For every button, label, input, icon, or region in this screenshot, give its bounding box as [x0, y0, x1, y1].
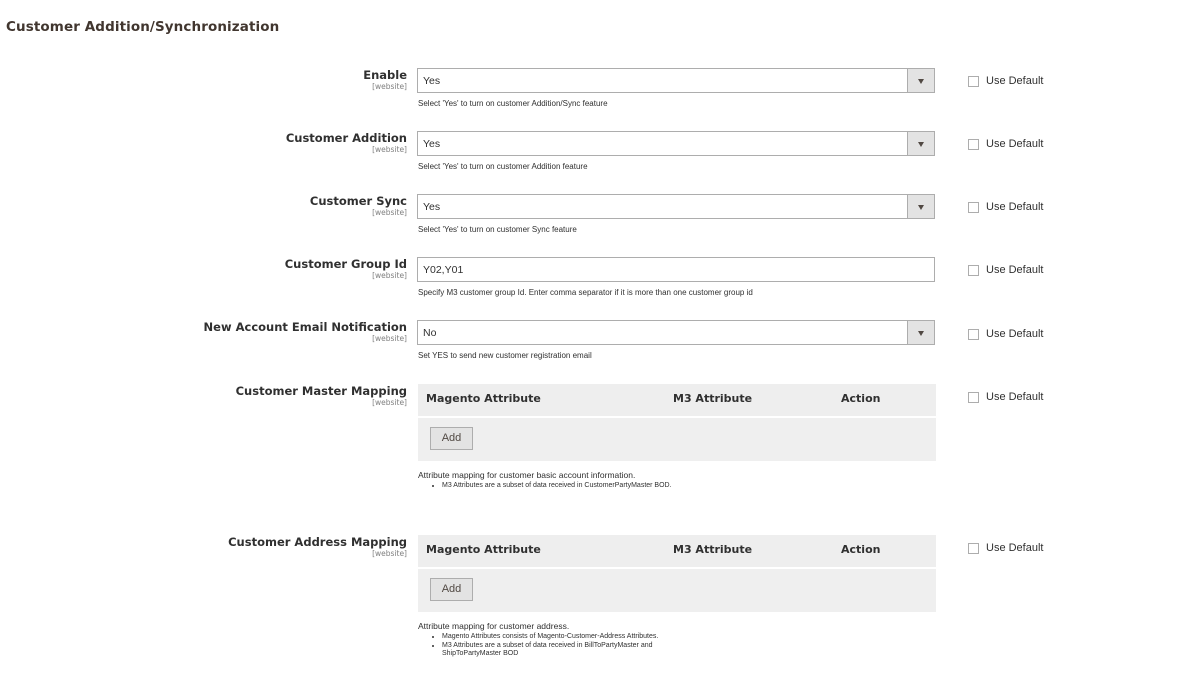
- use-default-checkbox[interactable]: [968, 265, 979, 276]
- enable-note: Select 'Yes' to turn on customer Addition/Sync feature: [418, 99, 608, 108]
- customer-addition-use-default[interactable]: [968, 137, 1043, 151]
- address-mapping-table: [418, 535, 936, 612]
- chevron-down-icon[interactable]: [907, 321, 934, 344]
- customer-sync-label: Customer Sync: [309, 194, 407, 208]
- use-default-checkbox[interactable]: [968, 202, 979, 213]
- chevron-down-icon[interactable]: [907, 132, 934, 155]
- column-header-action: Action: [841, 392, 881, 405]
- master-mapping-scope: [website]: [372, 398, 407, 407]
- use-default-checkbox[interactable]: [968, 329, 979, 340]
- use-default-label[interactable]: Use Default: [986, 75, 1044, 87]
- master-mapping-intro: Attribute mapping for customer basic account information.: [418, 470, 636, 480]
- new-account-email-select-value: No: [423, 327, 437, 339]
- master-mapping-table-header: [418, 384, 936, 418]
- address-mapping-label: Customer Address Mapping: [228, 535, 407, 549]
- column-header-magento-attribute: Magento Attribute: [426, 543, 541, 556]
- new-account-email-select[interactable]: [417, 320, 935, 345]
- address-mapping-use-default[interactable]: [968, 541, 1043, 555]
- enable-select[interactable]: [417, 68, 935, 93]
- column-header-action: Action: [841, 543, 881, 556]
- list-item: • Magento Attributes consists of Magento-Customer-Address Attributes.: [442, 633, 682, 642]
- use-default-label[interactable]: Use Default: [986, 542, 1044, 554]
- address-mapping-intro: Attribute mapping for customer address.: [418, 621, 570, 631]
- column-header-m3-attribute: M3 Attribute: [673, 392, 753, 405]
- customer-addition-select[interactable]: [417, 131, 935, 156]
- customer-sync-note: Select 'Yes' to turn on customer Sync feature: [418, 225, 577, 234]
- new-account-email-use-default[interactable]: [968, 327, 1043, 341]
- master-mapping-add-button[interactable]: Add: [430, 427, 473, 450]
- address-mapping-scope: [website]: [372, 549, 407, 558]
- customer-addition-label-group: [286, 131, 407, 154]
- customer-group-id-label-group: [285, 257, 407, 280]
- customer-group-id-use-default[interactable]: [968, 263, 1043, 277]
- address-mapping-add-button[interactable]: Add: [430, 578, 473, 601]
- customer-sync-scope: [website]: [372, 208, 407, 217]
- customer-group-id-scope: [website]: [372, 271, 407, 280]
- customer-sync-label-group: [310, 194, 407, 217]
- master-mapping-table: [418, 384, 936, 461]
- column-header-m3-attribute: M3 Attribute: [673, 543, 753, 556]
- customer-group-id-label: Customer Group Id: [284, 257, 407, 271]
- use-default-label[interactable]: Use Default: [986, 391, 1044, 403]
- master-mapping-use-default[interactable]: [968, 390, 1043, 404]
- customer-addition-label: Customer Addition: [285, 131, 407, 145]
- use-default-label[interactable]: Use Default: [986, 264, 1044, 276]
- customer-group-id-note: Specify M3 customer group Id. Enter comma separator if it is more than one customer group id: [418, 288, 753, 297]
- customer-addition-select-value: Yes: [423, 138, 441, 150]
- section-title[interactable]: Customer Addition/Synchronization: [6, 19, 280, 35]
- use-default-checkbox[interactable]: [968, 392, 979, 403]
- address-mapping-label-group: [228, 535, 407, 558]
- use-default-label[interactable]: Use Default: [986, 328, 1044, 340]
- list-item: • M3 Attributes are a subset of data received in BillToPartyMaster and ShipToPartyMaster BOD: [442, 642, 682, 659]
- new-account-email-label: New Account Email Notification: [203, 320, 407, 334]
- use-default-label[interactable]: Use Default: [986, 138, 1044, 150]
- master-mapping-bullets: [418, 482, 682, 491]
- use-default-checkbox[interactable]: [968, 76, 979, 87]
- use-default-checkbox[interactable]: [968, 543, 979, 554]
- customer-group-id-input-value: Y02,Y01: [423, 264, 464, 276]
- master-mapping-label: Customer Master Mapping: [235, 384, 407, 398]
- enable-scope: [website]: [372, 82, 407, 91]
- address-mapping-description: [418, 621, 682, 659]
- enable-use-default[interactable]: [968, 74, 1043, 88]
- new-account-email-scope: [website]: [372, 334, 407, 343]
- customer-addition-note: Select 'Yes' to turn on customer Addition feature: [418, 162, 588, 171]
- new-account-email-note: Set YES to send new customer registration email: [418, 351, 592, 360]
- address-mapping-table-header: [418, 535, 936, 569]
- customer-sync-select[interactable]: [417, 194, 935, 219]
- chevron-down-icon[interactable]: [907, 69, 934, 92]
- use-default-checkbox[interactable]: [968, 139, 979, 150]
- customer-group-id-input[interactable]: [417, 257, 935, 282]
- enable-select-value: Yes: [423, 75, 441, 87]
- master-mapping-label-group: [236, 384, 407, 407]
- use-default-label[interactable]: Use Default: [986, 201, 1044, 213]
- enable-label: Enable: [363, 68, 407, 82]
- list-item: • M3 Attributes are a subset of data received in CustomerPartyMaster BOD.: [442, 482, 682, 491]
- customer-addition-scope: [website]: [372, 145, 407, 154]
- master-mapping-description: [418, 470, 682, 491]
- column-header-magento-attribute: Magento Attribute: [426, 392, 541, 405]
- address-mapping-bullets: [418, 633, 682, 659]
- chevron-down-icon[interactable]: [907, 195, 934, 218]
- new-account-email-label-group: [204, 320, 407, 343]
- customer-sync-use-default[interactable]: [968, 200, 1043, 214]
- enable-label-group: [363, 68, 407, 91]
- customer-sync-select-value: Yes: [423, 201, 441, 213]
